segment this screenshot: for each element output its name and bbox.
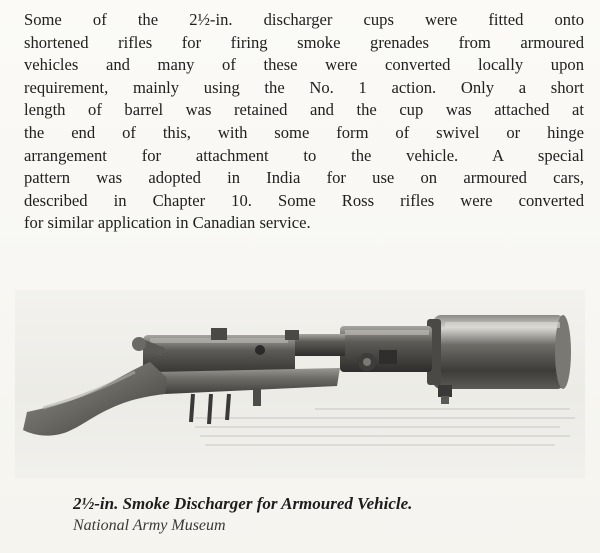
- paragraph-line: for similar application in Canadian service.: [24, 213, 311, 233]
- paragraph-line: vehicles and many of these were converted locally upon: [24, 55, 584, 75]
- figure-caption: [73, 493, 412, 537]
- paragraph-line: shortened rifles for firing smoke grenades from armoured: [24, 32, 584, 52]
- paragraph-line: pattern was adopted in India for use on armoured cars,: [24, 168, 584, 188]
- body-paragraph: [24, 9, 584, 235]
- caption-title: 2½-in. Smoke Discharger for Armoured Vehicle.: [73, 494, 413, 513]
- paragraph-line: length of barrel was retained and the cup was attached at: [24, 100, 584, 120]
- magazine-catch: [253, 388, 261, 406]
- paragraph-line: Some of the 2½-in. discharger cups were fitted onto: [24, 10, 584, 29]
- smoke-discharger-photo: [15, 290, 585, 478]
- paragraph-line: the end of this, with some form of swivel or hinge: [24, 122, 584, 142]
- paragraph-line: requirement, mainly using the No. 1 action. Only a short: [24, 77, 584, 97]
- photo-credit: National Army Museum: [73, 517, 226, 534]
- hinge-block: [340, 326, 432, 372]
- paragraph-line: described in Chapter 10. Some Ross rifles were converted: [24, 190, 584, 210]
- paragraph-line: arrangement for attachment to the vehicle. A special: [24, 145, 584, 165]
